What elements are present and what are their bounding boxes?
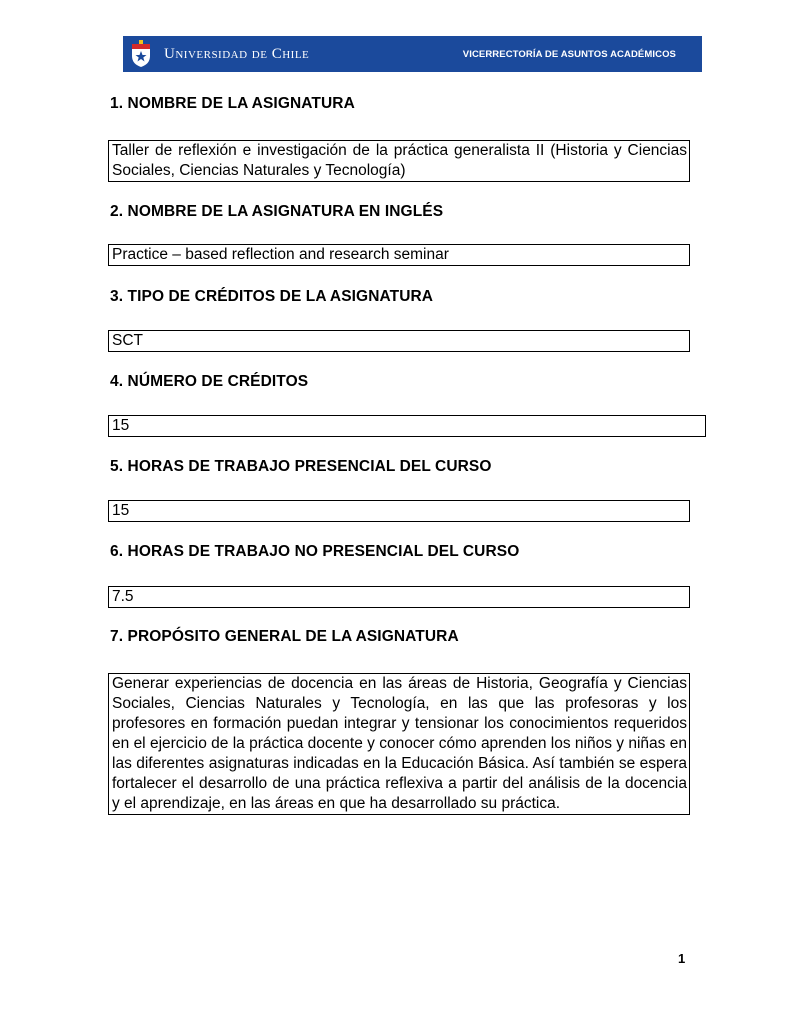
value-box-credit-count: 15 <box>108 415 706 437</box>
header-banner <box>123 36 702 72</box>
value-box-course-purpose: Generar experiencias de docencia en las áreas de Historia, Geografía y Ciencias Sociales, Ciencias Naturales y Tecnología, en las que las profesoras y los profesores en formación puedan integrar y tensionar los conocimientos requeridos en el ejercicio de la práctica docente y conocer cómo aprenden los niños y niñas en las diferentes asignaturas indicadas en la Educación Básica. Así también se espera fortalecer el desarrollo de una práctica reflexiva a partir del análisis de la docencia y el aprendizaje, en las áreas en que ha desarrollado su práctica. <box>108 673 690 815</box>
section-heading-course-name: 1. NOMBRE DE LA ASIGNATURA <box>110 95 355 112</box>
value-box-contact-hours: 15 <box>108 500 690 522</box>
section-heading-course-name-english: 2. NOMBRE DE LA ASIGNATURA EN INGLÉS <box>110 203 444 220</box>
value-box-credit-type: SCT <box>108 330 690 352</box>
university-brand <box>123 36 309 72</box>
value-box-course-name-english: Practice – based reflection and research seminar <box>108 244 690 266</box>
page-number: 1 <box>678 951 686 966</box>
section-heading-non-contact-hours: 6. HORAS DE TRABAJO NO PRESENCIAL DEL CURSO <box>110 543 520 560</box>
section-heading-credit-count: 4. NÚMERO DE CRÉDITOS <box>110 373 309 390</box>
university-seal-icon <box>126 39 156 69</box>
department-name: VICERRECTORÍA DE ASUNTOS ACADÉMICOS <box>462 48 676 60</box>
section-heading-course-purpose: 7. PROPÓSITO GENERAL DE LA ASIGNATURA <box>110 628 459 645</box>
university-name: Universidad de Chile <box>164 45 310 62</box>
section-heading-credit-type: 3. TIPO DE CRÉDITOS DE LA ASIGNATURA <box>110 288 434 305</box>
value-box-course-name: Taller de reflexión e investigación de la práctica generalista II (Historia y Ciencias Sociales, Ciencias Naturales y Tecnología) <box>108 140 690 182</box>
value-box-non-contact-hours: 7.5 <box>108 586 690 608</box>
section-heading-contact-hours: 5. HORAS DE TRABAJO PRESENCIAL DEL CURSO <box>110 458 492 475</box>
